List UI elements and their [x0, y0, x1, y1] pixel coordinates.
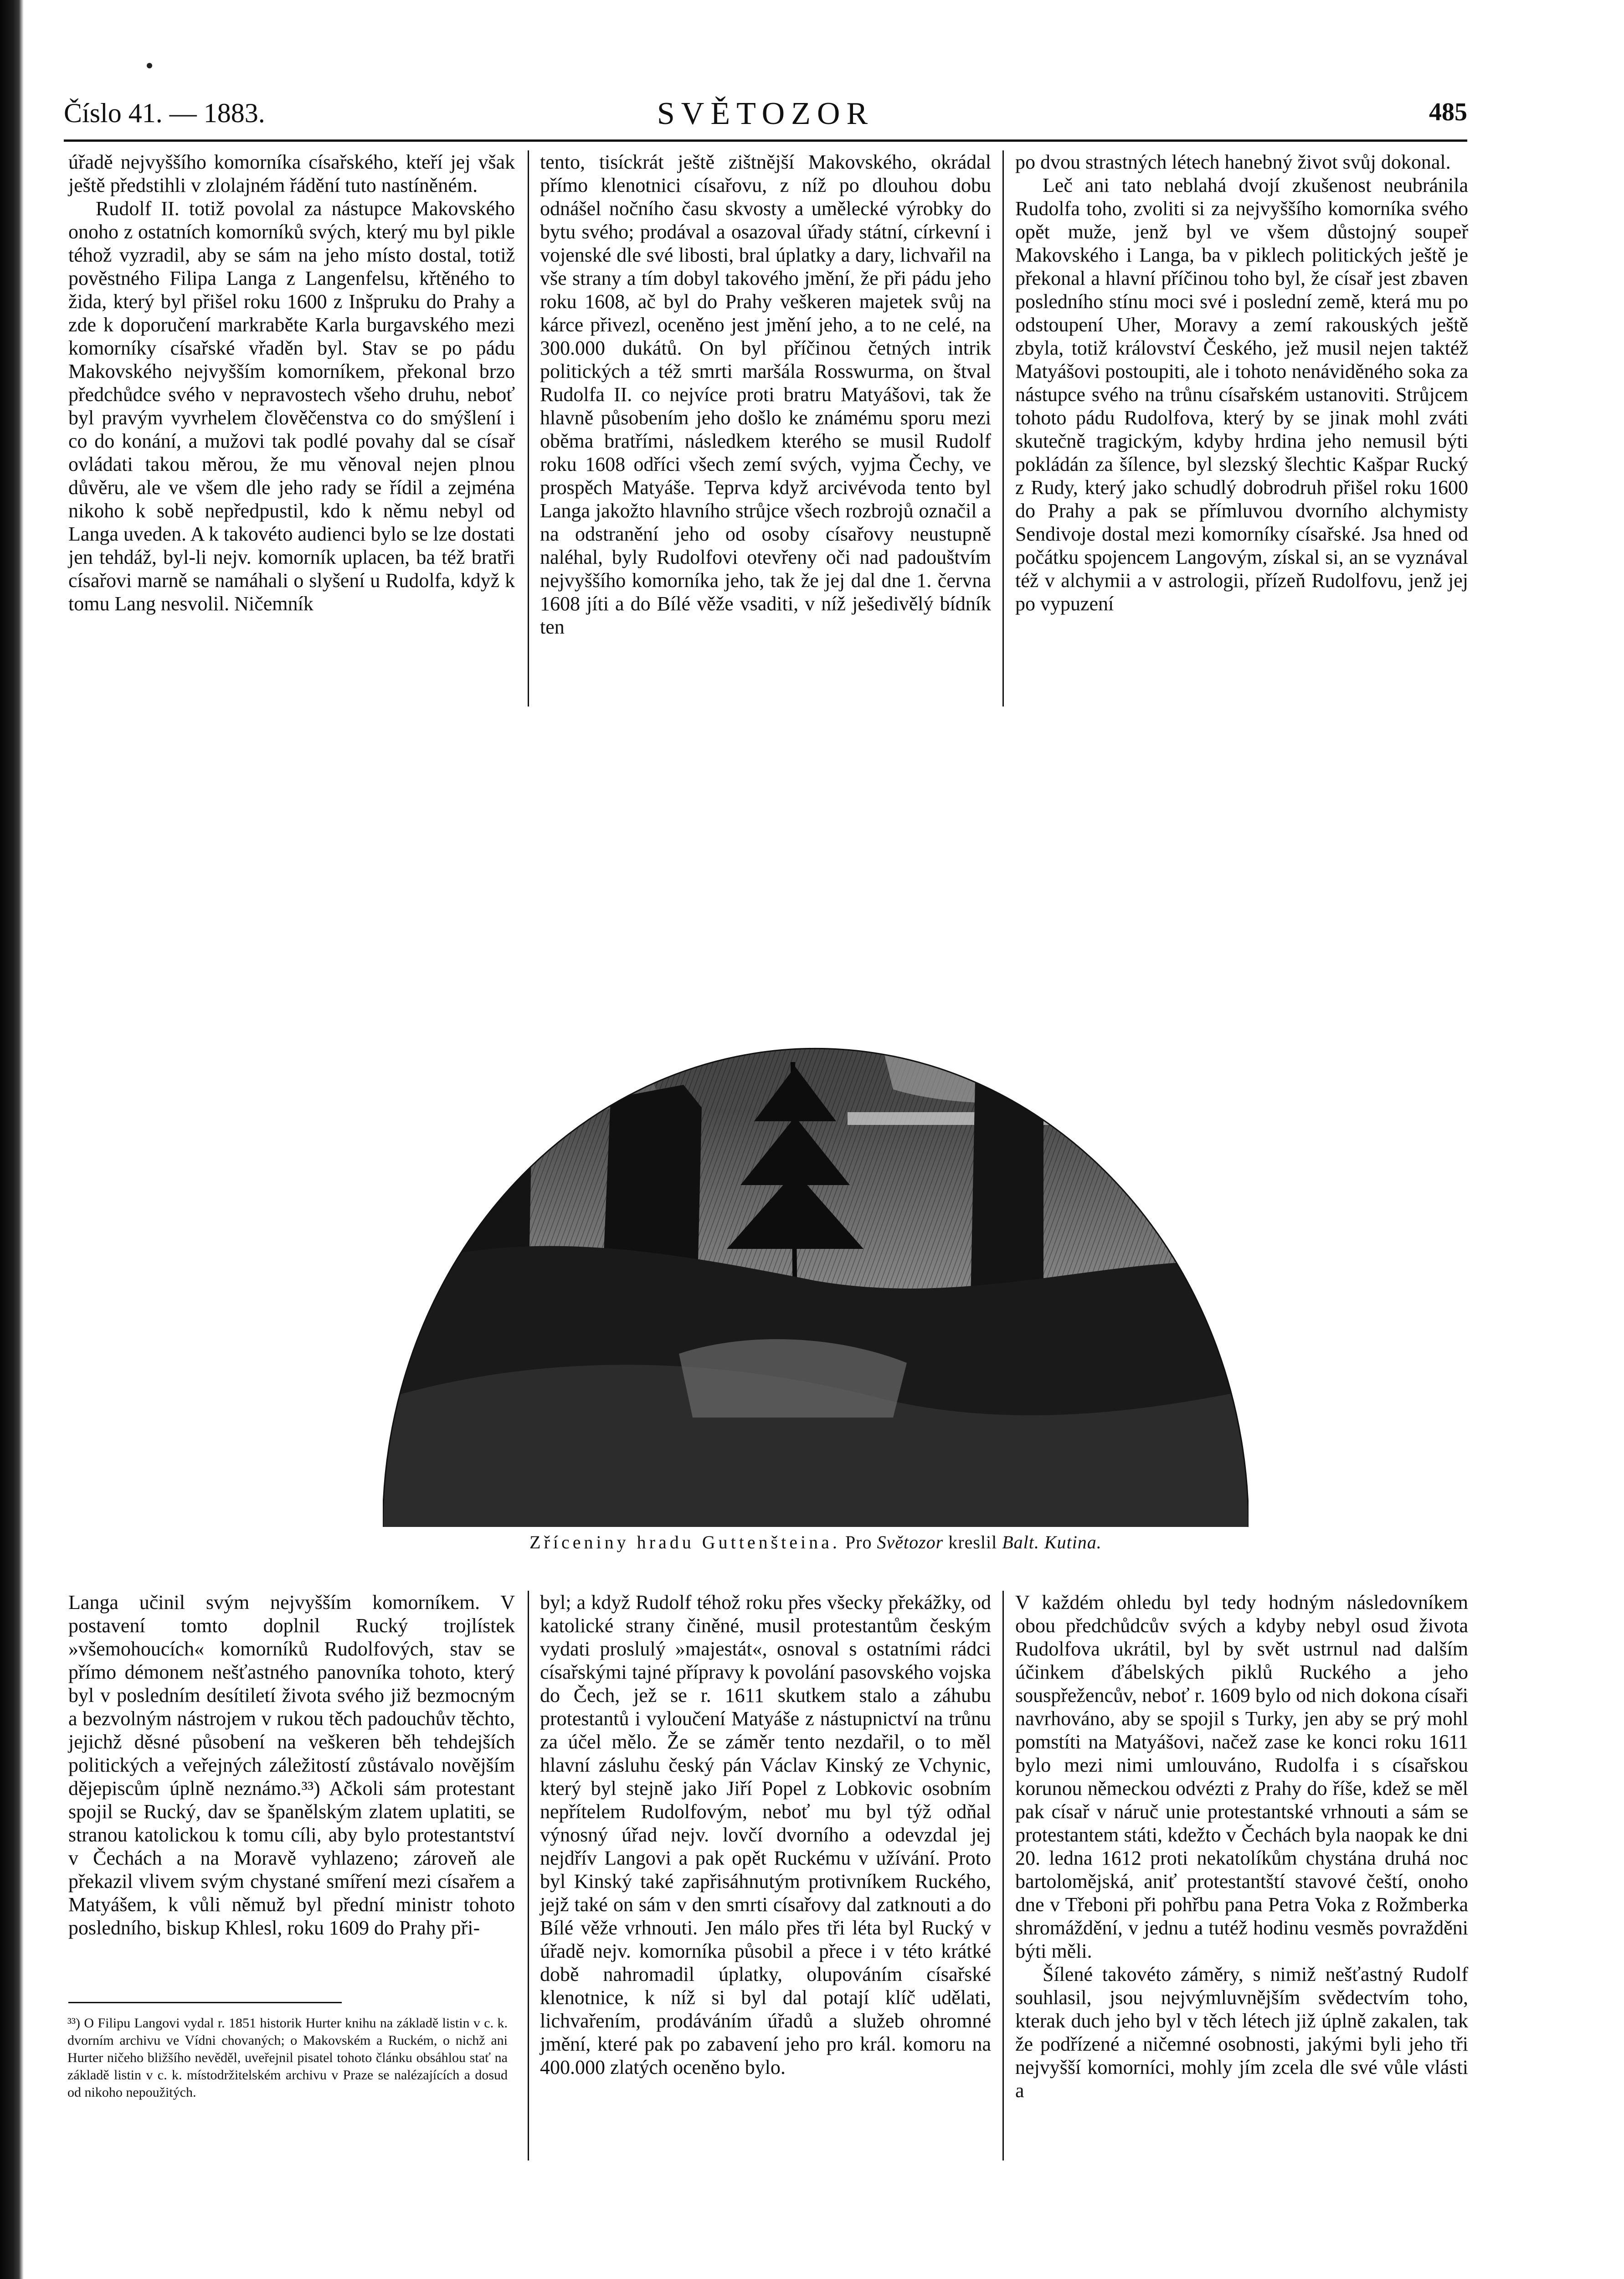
top-column-3: [1015, 150, 1468, 615]
paragraph: úřadě nejvyššího komorníka císařského, kteří jej však ještě předstihli v zlolajném řádění tuto nastíněném.: [68, 151, 515, 196]
caption-artist: Balt. Kutina.: [1002, 1532, 1102, 1552]
paragraph: Šílené takovéto záměry, s nimiž nešťastný Rudolf souhlasil, jsou nejvýmluvnějším svědectvím toho, kterak duch jeho byl v těch létech již úplně zakalen, tak že podřízené a ničemné osobnosti, jakými byli jeho tři nejvyšší komorníci, mohly jím zcela dle své vůle vlásti a: [1015, 1963, 1468, 2102]
page-header: [64, 96, 1467, 137]
column-rule: [1002, 150, 1004, 706]
issue-number: Číslo 41. — 1883.: [64, 98, 265, 128]
footnote-rule: [68, 2002, 342, 2003]
top-column-2: [540, 150, 991, 639]
bottom-column-1: [68, 1591, 515, 1939]
paragraph: byl; a když Rudolf téhož roku přes všecky překážky, od katolické strany činěné, musil protestantům českým vydati proslulý »majestát«, osnoval s ostatními rádci císařskými tajné přípravy k povolání pasovského vojska do Čech, jež se r. 1611 skutkem stalo a záhubu protestantů i vyloučení Matyáše z nástupnictví na trůnu za účel mělo. Že se záměr tento nezdařil, o to měl hlavní zásluhu český pán Václav Kinský ze Vchynic, který byl stejně jako Jiří Popel z Lobkovic osobním nepřítelem Rudolfovým, neboť mu byl týž odňal výnosný úřad nejv. lovčí dvorního a odevzdal jej nejdřív Langovi a pak opět Ruckému v užívání. Proto byl Kinský také zapřisáhnutým protivníkem Ruckého, jejž také on sám v den smrti císařovy dal zatknouti a do Bílé věže vrhnouti. Jen málo přes tři léta byl Rucký v úřadě nejv. komorníka působil a přece i v této krátké době nahromadil úplatky, olupováním císařské klenotnice, k níž si byl dal potají klíč udělati, lichvařením, prodáváním úřadů a služeb ohromné jmění, které pak po zabavení jeho pro král. komoru na 400.000 zlatých oceněno bylo.: [540, 1591, 991, 2078]
caption-title: Zříceniny hradu Guttenšteina.: [529, 1532, 840, 1552]
caption-magazine: Světozor: [877, 1532, 944, 1552]
bottom-column-2: [540, 1591, 991, 2079]
page-number: 485: [1429, 98, 1467, 126]
column-rule: [528, 150, 529, 706]
paragraph: Rudolf II. totiž povolal za nástupce Makovského onoho z ostatních komorníků svých, který mu byl pikle téhož vyzradil, aby se sám na jeho místo dostal, totiž pověstného Filipa Langa z Langenfelsu, křtěného to žida, který byl přišel roku 1600 z Inšpruku do Prahy a zde k doporučení markraběte Karla burgavského mezi komorníky císařské vřaděn byl. Stav se po pádu Makovského nejvyšším komorníkem, překonal brzo předchůdce svého v nepravostech všeho druhu, neboť byl pravým vyvrhelem člověčenstva co do smýšlení i co do konání, a mužovi tak podlé povahy dal se císař ovládati takou měrou, že mu věnoval nejen plnou důvěru, ale ve všem dle jeho rady se řídil a zejména nikoho k sobě nepředpustil, kdo k němu nebyl od Langa uveden. A k takovéto audienci bylo se lze dostati jen tehdáž, byl-li nejv. komorník uplacen, ba též bratři císařovi marně se namáhali o slyšení u Rudolfa, když k tomu Lang nesvolil. Ničemník: [68, 197, 515, 615]
caption-pro: Pro: [845, 1532, 872, 1552]
footnote: [67, 2015, 508, 2101]
castle-ruins-engraving: [383, 770, 1249, 1527]
magazine-title: SVĚTOZOR: [657, 96, 874, 131]
footnote-text: ³³) O Filipu Langovi vydal r. 1851 historik Hurter knihu na základě listin v c. k. dvorním archivu ve Vídni chovaných; o Makovském a Ruckém, o nichž ani Hurter ničeho bližšího nevěděl, uveřejnil pisatel tohoto článku obsáhlou stať na základě listin v c. k. místodržitelském archivu v Praze se nalézajících a dosud od nikoho nepoužitých.: [67, 2016, 508, 2100]
paragraph: tento, tisíckrát ještě zištnější Makovského, okrádal přímo klenotnici císařovu, z níž po dlouhou dobu odnášel nočního času skvosty a umělecké výrobky do bytu svého; prodával a osazoval úřady státní, církevní i vojenské dle své libosti, bral úplatky a dary, lichvařil na vše strany a tím dobyl takového jmění, že při pádu jeho roku 1608, ač byl do Prahy veškeren majetek svůj na kárce přivezl, oceněno jest jmění jeho, a to ne celé, na 300.000 dukátů. On byl příčinou četných intrik politických a též smrti maršála Rosswurma, on štval Rudolfa II. co nejvíce proti bratru Matyášovi, tak že hlavně působením jeho došlo ke známému sporu mezi oběma bratřími, následkem kterého se musil Rudolf roku 1608 odříci všech zemí svých, vyjma Čechy, ve prospěch Matyáše. Teprva když arcivévoda tento byl Langa jakožto hlavního strůjce všech rozbrojů označil a na odstranění jeho od osoby císařovy neustupně naléhal, byly Rudolfovi otevřeny oči nad padouštvím nejvyššího komorníka jeho, tak že jej dal dne 1. června 1608 jíti a do Bílé věže vsaditi, v níž ješedivělý bídník ten: [540, 151, 991, 638]
ink-dot: [147, 63, 152, 68]
illustration-caption: [383, 1531, 1249, 1553]
bottom-column-3: [1015, 1591, 1468, 2102]
paragraph: Leč ani tato neblahá dvojí zkušenost neubránila Rudolfa toho, zvoliti si za nejvyššího komorníka svého opět muže, jenž byl ve všem důstojný soupeř Makovského i Langa, ba v piklech politických ještě je překonal a hlavní příčinou toho byl, že císař jest zbaven posledního stínu moci své i poslední země, která mu po odstoupení Uher, Moravy a zemí rakouských ještě zbyla, totiž království Českého, jež musil nejen taktéž Matyášovi postoupiti, ale i tohoto nenáviděného soka za nástupce svého na trůnu císařském ustanoviti. Strůjcem tohoto pádu Rudolfova, který by se jinak mohl zváti skutečně tragickým, kdyby hrdina jeho nemusil býti pokládán za šílence, byl slezský šlechtic Kašpar Rucký z Rudy, který jako schudlý dobrodruh přišel roku 1600 do Prahy a pak se přímluvou dvorního alchymisty Sendivoje dostal mezi komorníky císařské. Jsa hned od počátku spojencem Langovým, získal si, an se vyznával též v alchymii a v astrologii, přízeň Rudolfovu, jenž jej po vypuzení: [1015, 174, 1468, 615]
column-rule: [528, 1591, 529, 2160]
paragraph: V každém ohledu byl tedy hodným následovníkem obou předchůdcův svých a kdyby nebyl osud života Rudolfova ukrátil, byl by svět ustrnul nad dalším účinkem ďábelských piklů Ruckého a jeho souspřežencův, neboť r. 1609 bylo od nich dokona císaři navrhováno, aby se spojil s Turky, jen aby se prý mohl pomstíti na Matyášovi, načež zase ke konci roku 1611 bylo mezi nimi umlouváno, Rudolfa i s císařskou korunou německou odvézti z Prahy do říše, kdež se měl pak císař v náruč unie protestantské vrhnouti a sám se protestantem státi, kdežto v Čechách byla naopak ke dni 20. ledna 1612 proti nekatolíkům chystána druhá noc bartolomějská, aniť protestantští stavové čeští, onoho dne v Třeboni při pohřbu pana Petra Voka z Rožmberka shromáždění, v jednu a tutéž hodinu vesměs povražděni býti měli.: [1015, 1591, 1468, 1962]
header-rule: [64, 139, 1467, 142]
column-rule: [1002, 1591, 1004, 2160]
caption-kreslil: kreslil: [948, 1532, 997, 1552]
paragraph: Langa učinil svým nejvyšším komorníkem. V postavení tomto doplnil Rucký trojlístek »všemohoucích« komorníků Rudolfových, stav se přímo démonem nešťastného panovníka tohoto, který byl v posledním desítiletí života svého již bezmocným a bezvolným nástrojem v rukou těch padouchův těchto, jejichž děsné působení na veškeren běh tehdejších politických a veřejných záležitostí zůstávalo novějším dějepiscům úplně neznámo.³³) Ačkoli sám protestant spojil se Rucký, dav se španělským zlatem uplatiti, se stranou katolickou k tomu cíli, aby bylo protestantství v Čechách a na Moravě vyhlazeno; zároveň ale překazil vlivem svým chystané smíření mezi císařem a Matyášem, k vůli němuž byl přední ministr tohoto posledního, biskup Khlesl, roku 1609 do Prahy při-: [68, 1591, 515, 1939]
top-column-1: [68, 150, 515, 615]
paragraph: po dvou strastných létech hanebný život svůj dokonal.: [1015, 151, 1451, 173]
scan-binding-edge: [0, 0, 24, 2279]
